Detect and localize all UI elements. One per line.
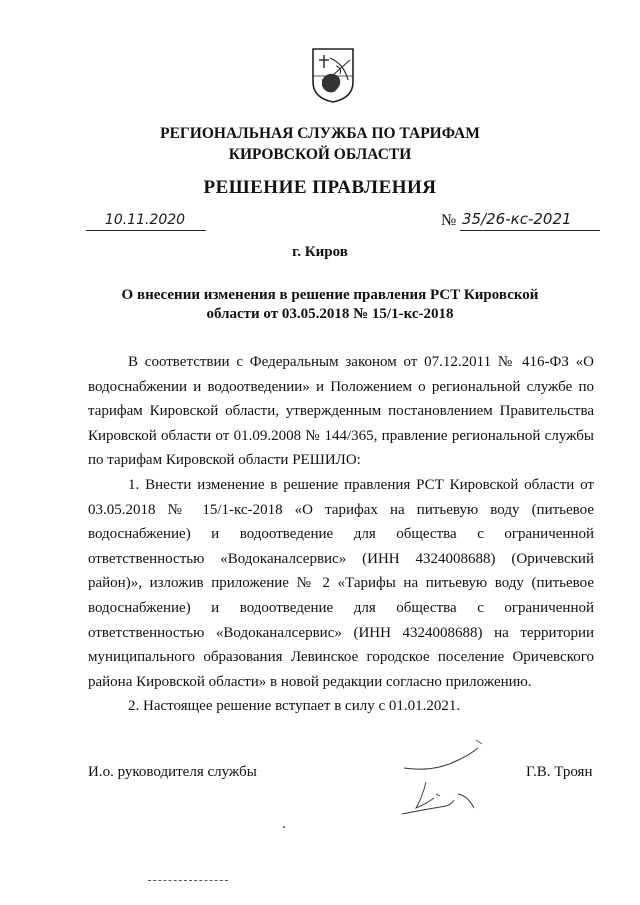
item-1-paragraph: 1. Внести изменение в решение правления РСТ Кировской области от 03.05.2018 № 15/1-кс-2018 «О тарифах на питьевую воду (питьевое водоснабжение) и водоотведение для общества с ограниченной ответственностью «Водоканалсервис» (ИНН 4324008688) (Оричевский район)», изложив приложение № 2 «Тарифы на питьевую воду (питьевое водоснабжение) и водоотведение для общества с ограниченной ответственностью «Водоканалсервис» (ИНН 4324008688) на территории муниципального образования Левинское городское поселение Оричевского района Кировской области» в новой редакции согласно приложению.: [88, 476, 594, 690]
number-sign: №: [441, 212, 457, 229]
coat-of-arms-icon: [310, 46, 356, 104]
signatory-name: Г.В. Троян: [526, 764, 593, 780]
document-number: 35/26-кс-2021: [462, 210, 572, 228]
bottom-dashed-line: [148, 880, 228, 881]
signatory-position: И.о. руководителя службы: [88, 764, 257, 780]
handwritten-signature-icon: [392, 738, 488, 824]
date-underline: [86, 230, 206, 231]
document-date: 10.11.2020: [104, 212, 186, 228]
number-underline: [460, 230, 600, 231]
document-body: [88, 350, 594, 719]
organization-name-line2: КИРОВСКОЙ ОБЛАСТИ: [228, 146, 412, 163]
city-name: г. Киров: [292, 244, 348, 260]
document-subject: О внесении изменения в решение правления РСТ Кировской области от 03.05.2018 № 15/1-кс-2018: [121, 287, 539, 322]
scan-speck: [283, 826, 285, 828]
document-type-title: РЕШЕНИЕ ПРАВЛЕНИЯ: [203, 177, 437, 198]
organization-name-line1: РЕГИОНАЛЬНАЯ СЛУЖБА ПО ТАРИФАМ: [160, 125, 480, 142]
preamble-paragraph: В соответствии с Федеральным законом от 07.12.2011 № 416-ФЗ «О водоснабжении и водоотведении» и Положением о региональной службе по тарифам Кировской области, утвержденным постановлением Правительства Кировской области от 01.09.2008 № 144/365, правление региональной службы по тарифам Кировской области РЕШИЛО:: [88, 354, 594, 469]
item-2-paragraph: 2. Настоящее решение вступает в силу с 01.01.2021.: [128, 698, 461, 715]
